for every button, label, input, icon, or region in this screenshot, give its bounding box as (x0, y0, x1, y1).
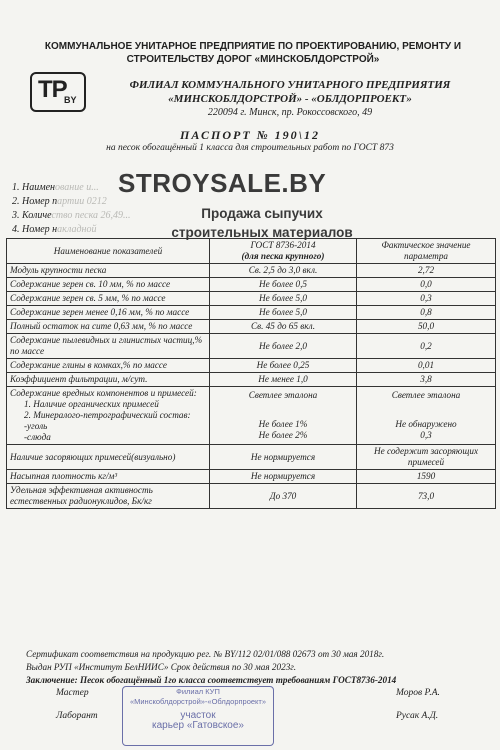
logo-tp-text: TP (38, 76, 67, 103)
table-row (7, 470, 496, 484)
row-value: 0,2 (357, 334, 496, 359)
header-gost-line-2: (для песка крупного) (241, 251, 325, 261)
field-row-3 (12, 209, 131, 223)
table-row (7, 278, 496, 292)
lab-name: Русак А.Д. (396, 711, 439, 721)
conclusion-line: Заключение: Песок обогащённый 1го класса соответствует требованиям ГОСТ8736-2014 (26, 675, 397, 685)
lab-label: Лаборант (56, 711, 98, 721)
row-name: Содержание зерен св. 10 мм, % по массе (7, 278, 210, 292)
row-norm: Св. 2,5 до 3,0 вкл. (210, 264, 357, 278)
stamp-line-2: «Минскоблдорстрой»-«Облдорпроект» (129, 697, 267, 706)
harmful-name-cell (7, 387, 210, 445)
org-line-2: СТРОИТЕЛЬСТВУ ДОРОГ «МИНСКОБЛДОРСТРОЙ» (126, 54, 380, 65)
master-label: Мастер (56, 688, 89, 698)
row-norm: Не менее 1,0 (210, 373, 357, 387)
watermark-site: STROYSALE.BY (118, 168, 327, 198)
harmful-value-2a: Не обнаружено (395, 419, 457, 429)
row-name: Удельная эффективная активность естественных радионуклидов, Бк/кг (7, 484, 210, 509)
field-number: 2. (12, 196, 20, 207)
harmful-item-2b: -слюда (24, 432, 51, 442)
passport-subtitle: на песок обогащённый 1 класса для строительных работ по ГОСТ 873 (106, 143, 394, 153)
certificate-footer (26, 648, 496, 687)
header-name: Наименование показателей (7, 239, 210, 264)
field-faded-text: акладной (57, 224, 97, 235)
row-norm: Не более 0,5 (210, 278, 357, 292)
table-row (7, 334, 496, 359)
harmful-value-2b: 0,3 (420, 430, 432, 440)
field-number: 1. (12, 182, 20, 193)
row-norm: Не нормируется (210, 470, 357, 484)
table-row (7, 373, 496, 387)
row-name: Коэффициент фильтрации, м/сут. (7, 373, 210, 387)
organization-header (18, 40, 488, 66)
row-norm: Св. 45 до 65 вкл. (210, 320, 357, 334)
branch-header (95, 78, 485, 106)
organization-stamp (122, 686, 274, 746)
table-row (7, 264, 496, 278)
field-row-2 (12, 195, 131, 209)
field-label: Наимен (22, 182, 56, 193)
row-value: 2,72 (357, 264, 496, 278)
field-number: 3. (12, 210, 20, 221)
row-name: Модуль крупности песка (7, 264, 210, 278)
header-gost (210, 239, 357, 264)
field-faded-text: артии 0212 (57, 196, 107, 207)
row-value: Не содержит засоряющих примесей (357, 445, 496, 470)
stamp-line-4: карьер «Гатовское» (152, 720, 244, 731)
field-row-1 (12, 181, 131, 195)
row-name: Содержание зерен менее 0,16 мм, % по массе (7, 306, 210, 320)
table-row (7, 306, 496, 320)
row-name: Содержание глины в комках,% по массе (7, 359, 210, 373)
table-row-harmful (7, 387, 496, 445)
stamp-line-3: участок (180, 710, 216, 721)
watermark-line-1: Продажа сыпучих (201, 206, 323, 221)
harmful-item-1: 1. Наличие органических примесей (24, 399, 159, 409)
field-label: Количе (22, 210, 52, 221)
row-value: 0,0 (357, 278, 496, 292)
table-row (7, 359, 496, 373)
harmful-item-2a: -уголь (24, 421, 48, 431)
harmful-norm-2b: Не более 2% (258, 430, 308, 440)
table-row (7, 320, 496, 334)
row-norm: Не более 5,0 (210, 292, 357, 306)
table-row (7, 484, 496, 509)
parameters-table (6, 238, 496, 509)
address: 220094 г. Минск, пр. Рокоссовского, 49 (207, 107, 373, 118)
row-value: 3,8 (357, 373, 496, 387)
row-name: Содержание пылевидных и глинистых частиц,% по массе (7, 334, 210, 359)
field-row-4 (12, 223, 131, 237)
row-name: Насыпная плотность кг/м³ (7, 470, 210, 484)
field-faded-text: ование и... (55, 182, 99, 193)
harmful-norm-cell (210, 387, 357, 445)
field-label: Номер н (22, 224, 58, 235)
harmful-item-2: 2. Минералого-петрографический состав: (24, 410, 191, 420)
issued-line: Выдан РУП «Институт БелНИИС» Срок действия по 30 мая 2023г. (26, 662, 297, 672)
header-gost-line-1: ГОСТ 8736-2014 (250, 240, 316, 250)
row-norm: Не более 2,0 (210, 334, 357, 359)
watermark-subtitle (152, 204, 372, 242)
field-faded-text: ство песка 26,49... (51, 210, 131, 221)
org-line-1: КОММУНАЛЬНОЕ УНИТАРНОЕ ПРЕДПРИЯТИЕ ПО ПРОЕКТИРОВАНИЮ, РЕМОНТУ И (44, 41, 462, 52)
harmful-norm-2a: Не более 1% (258, 419, 308, 429)
stamp-line-1: Филиал КУП (176, 687, 220, 696)
harmful-norm-1: Светлее эталона (248, 390, 318, 400)
row-value: 0,8 (357, 306, 496, 320)
row-norm: До 370 (210, 484, 357, 509)
harmful-value-cell (357, 387, 496, 445)
master-name: Моров Р.А. (396, 688, 440, 698)
row-value: 50,0 (357, 320, 496, 334)
table-row (7, 292, 496, 306)
row-value: 0,01 (357, 359, 496, 373)
passport-fields (12, 181, 131, 237)
row-norm: Не нормируется (210, 445, 357, 470)
certificate-line: Сертификат соответствия на продукцию рег. № BY/112 02/01/088 02673 от 30 мая 2018г. (26, 649, 385, 659)
row-norm: Не более 5,0 (210, 306, 357, 320)
watermark-line-2: строительных материалов (171, 225, 353, 240)
field-number: 4. (12, 224, 20, 235)
field-label: Номер п (22, 196, 58, 207)
tp-logo (30, 72, 86, 112)
harmful-value-1: Светлее эталона (391, 390, 461, 400)
harmful-title: Содержание вредных компонентов и примесей: (10, 388, 197, 398)
header-actual: Фактическое значение параметра (357, 239, 496, 264)
branch-line-1: ФИЛИАЛ КОММУНАЛЬНОГО УНИТАРНОГО ПРЕДПРИЯТИЯ (129, 79, 451, 91)
table-row (7, 445, 496, 470)
row-value: 0,3 (357, 292, 496, 306)
passport-title: ПАСПОРТ № 190\12 (179, 128, 321, 142)
row-norm: Не более 0,25 (210, 359, 357, 373)
row-value: 73,0 (357, 484, 496, 509)
logo-by-text: BY (64, 95, 77, 105)
row-value: 1590 (357, 470, 496, 484)
row-name: Наличие засоряющих примесей(визуально) (7, 445, 210, 470)
row-name: Содержание зерен св. 5 мм, % по массе (7, 292, 210, 306)
row-name: Полный остаток на сите 0,63 мм, % по массе (7, 320, 210, 334)
branch-line-2: «МИНСКОБЛДОРСТРОЙ» - «ОБЛДОРПРОЕКТ» (168, 93, 412, 105)
table-header-row (7, 239, 496, 264)
